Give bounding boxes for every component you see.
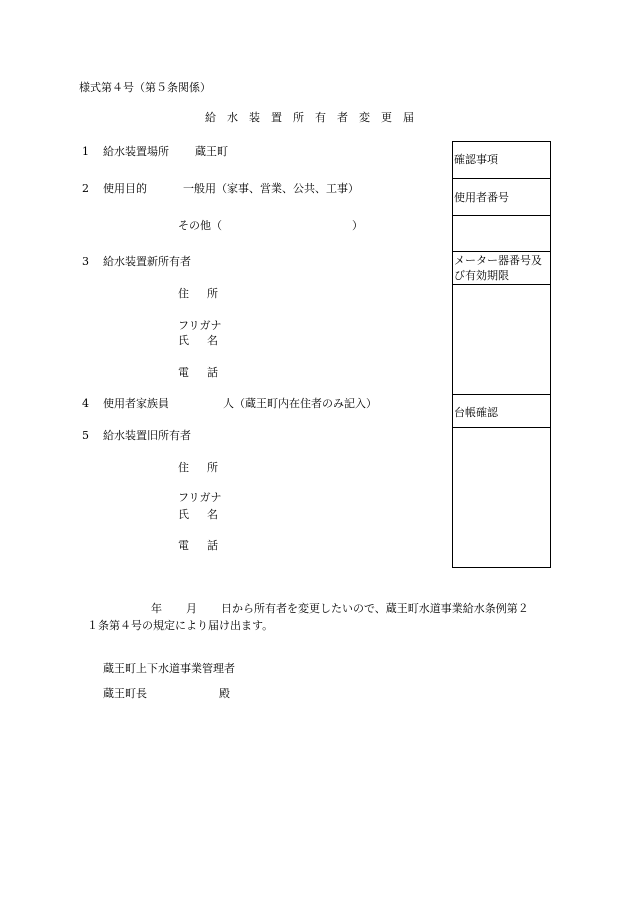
item2-value: 一般用（家事、営業、公共、工事） xyxy=(183,182,359,195)
form-number: 様式第４号（第５条関係） xyxy=(79,81,211,94)
statement-line2: １条第４号の規定により届け出ます。 xyxy=(87,619,274,632)
item4-number: 4 xyxy=(82,397,89,410)
meter-value-cell xyxy=(453,285,550,395)
item3-name-label: 氏名 xyxy=(178,334,236,347)
item5-phone-label: 電話 xyxy=(178,539,236,552)
item2-label: 使用目的 xyxy=(103,182,147,195)
item3-label: 給水装置新所有者 xyxy=(103,255,191,268)
ledger-cell xyxy=(453,395,550,428)
confirm-header-cell xyxy=(453,142,550,179)
item2-number: 2 xyxy=(82,182,89,195)
meter-cell xyxy=(453,252,550,285)
item3-furigana-label: フリガナ xyxy=(178,319,222,332)
item5-name-label: 氏名 xyxy=(178,508,236,521)
item3-number: 3 xyxy=(82,255,89,268)
confirm-header-label: 確認事項 xyxy=(454,153,498,166)
addressee-honorific: 殿 xyxy=(219,687,230,700)
item2-other: その他（ xyxy=(178,219,222,232)
item1-number: 1 xyxy=(82,145,89,158)
ledger-value-cell xyxy=(453,428,550,567)
user-number-value-cell xyxy=(453,216,550,252)
item5-furigana-label: フリガナ xyxy=(178,491,222,504)
statement-year: 年 xyxy=(151,602,162,615)
item1-label: 給水装置場所 xyxy=(103,145,169,158)
item5-number: 5 xyxy=(82,429,89,442)
addressee-mayor: 蔵王町長 xyxy=(103,687,147,700)
ledger-label: 台帳確認 xyxy=(454,406,498,419)
confirmation-table xyxy=(452,141,551,568)
addressee-manager: 蔵王町上下水道事業管理者 xyxy=(103,662,235,675)
item1-value: 蔵王町 xyxy=(195,145,228,158)
statement-line1: 日から所有者を変更したいので、蔵王町水道事業給水条例第２ xyxy=(221,602,529,615)
item3-phone-label: 電話 xyxy=(178,366,236,379)
user-number-label: 使用者番号 xyxy=(454,191,509,204)
statement-month: 月 xyxy=(186,602,197,615)
item4-value: 人（蔵王町内在住者のみ記入） xyxy=(223,397,377,410)
document-title: 給水装置所有者変更届 xyxy=(205,111,425,124)
item2-other-close: ） xyxy=(352,219,363,232)
user-number-cell xyxy=(453,179,550,216)
meter-label: メーター器番号及び有効期限 xyxy=(454,254,542,282)
item3-address-label: 住所 xyxy=(178,287,236,300)
item5-label: 給水装置旧所有者 xyxy=(103,429,191,442)
item5-address-label: 住所 xyxy=(178,461,236,474)
item4-label: 使用者家族員 xyxy=(103,397,169,410)
